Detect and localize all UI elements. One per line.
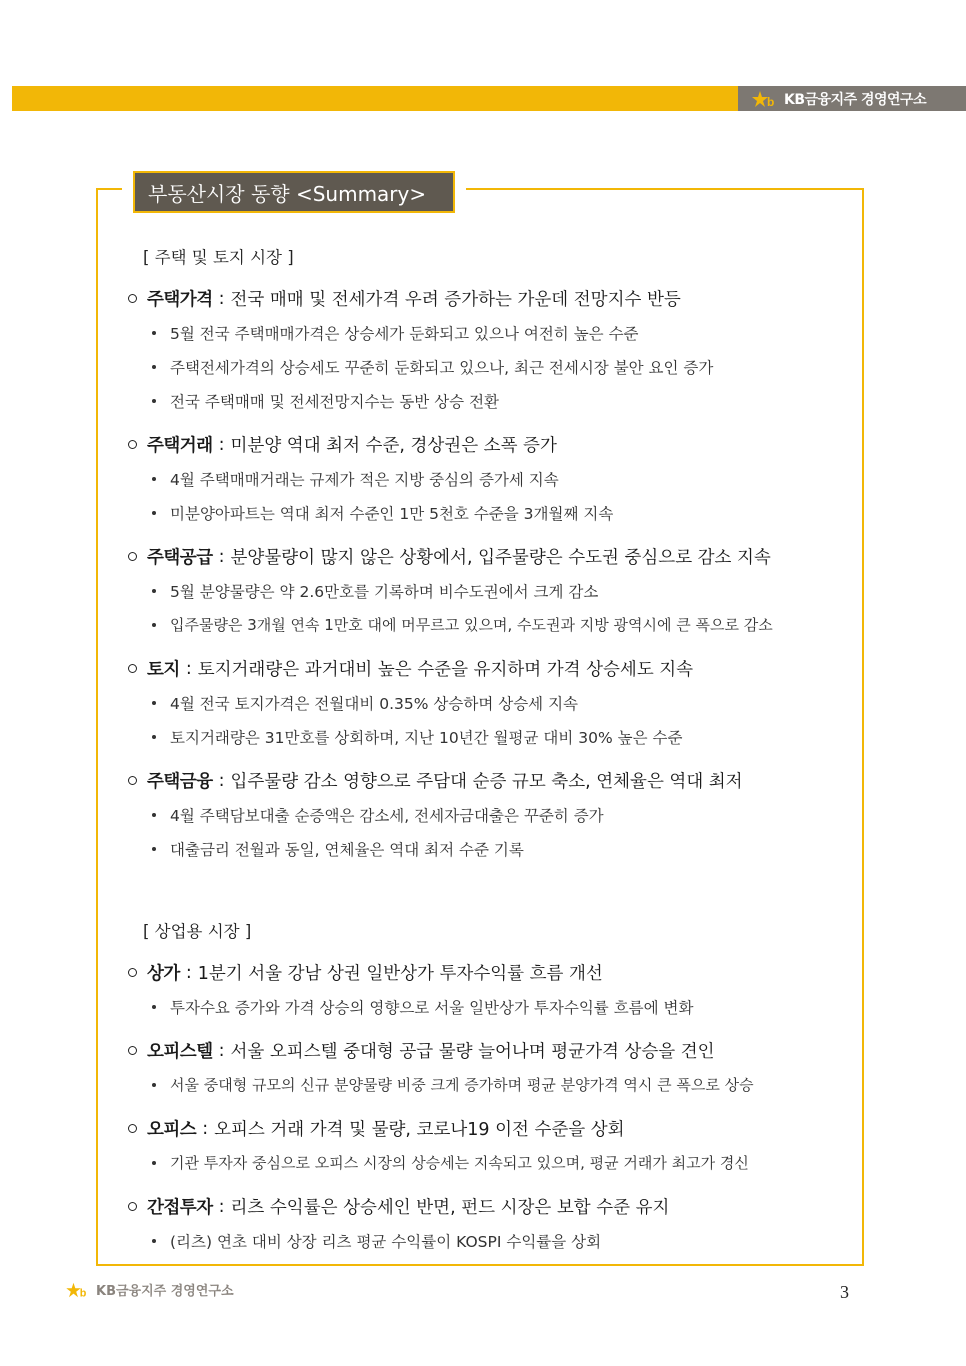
section-heading-commercial: [ 상업용 시장 ] bbox=[143, 922, 252, 941]
circle-bullet-icon bbox=[128, 664, 137, 673]
bullet-dot-icon bbox=[152, 1239, 156, 1243]
circle-bullet-icon bbox=[128, 968, 137, 977]
sub-bullet: 대출금리 전월과 동일, 연체율은 역대 최저 수준 기록 bbox=[152, 838, 524, 860]
sub-bullet: 서울 중대형 규모의 신규 분양물량 비중 크게 증가하며 평균 분양가격 역시 큰 폭으로 상승 bbox=[152, 1074, 754, 1095]
bullet-dot-icon bbox=[152, 847, 156, 851]
circle-bullet-icon bbox=[128, 1124, 137, 1133]
svg-text:b: b bbox=[767, 94, 775, 109]
footer-brand bbox=[66, 1280, 234, 1299]
circle-bullet-icon bbox=[128, 1202, 137, 1211]
sub-bullet: 5월 분양물량은 약 2.6만호를 기록하며 비수도권에서 크게 감소 bbox=[152, 580, 598, 602]
bullet-dot-icon bbox=[152, 511, 156, 515]
circle-bullet-icon bbox=[128, 294, 137, 303]
bullet-dot-icon bbox=[152, 1083, 156, 1087]
bullet-dot-icon bbox=[152, 813, 156, 817]
header-accent-bar bbox=[12, 86, 742, 111]
summary-item: 주택공급 : 분양물량이 많지 않은 상황에서, 입주물량은 수도권 중심으로 감소 지속 bbox=[128, 544, 771, 569]
sub-bullet: 투자수요 증가와 가격 상승의 영향으로 서울 일반상가 투자수익률 흐름에 변화 bbox=[152, 996, 693, 1018]
kb-star-logo-icon bbox=[66, 1281, 90, 1299]
bullet-dot-icon bbox=[152, 477, 156, 481]
sub-bullet: 주택전세가격의 상승세도 꾸준히 둔화되고 있으나, 최근 전세시장 불안 요인 증가 bbox=[152, 356, 713, 378]
sub-bullet: 전국 주택매매 및 전세전망지수는 동반 상승 전환 bbox=[152, 390, 499, 412]
circle-bullet-icon bbox=[128, 1046, 137, 1055]
bullet-dot-icon bbox=[152, 589, 156, 593]
bullet-dot-icon bbox=[152, 331, 156, 335]
sub-bullet: (리츠) 연초 대비 상장 리츠 평균 수익률이 KOSPI 수익률을 상회 bbox=[152, 1230, 601, 1252]
summary-item: 주택금융 : 입주물량 감소 영향으로 주담대 순증 규모 축소, 연체율은 역대 최저 bbox=[128, 768, 743, 793]
bullet-dot-icon bbox=[152, 701, 156, 705]
sub-bullet: 5월 전국 주택매매가격은 상승세가 둔화되고 있으나 여전히 높은 수준 bbox=[152, 322, 639, 344]
summary-item: 토지 : 토지거래량은 과거대비 높은 수준을 유지하며 가격 상승세도 지속 bbox=[128, 656, 693, 681]
page-number: 3 bbox=[840, 1282, 849, 1302]
bullet-dot-icon bbox=[152, 1161, 156, 1165]
sub-bullet: 4월 주택담보대출 순증액은 감소세, 전세자금대출은 꾸준히 증가 bbox=[152, 804, 604, 826]
summary-item: 오피스텔 : 서울 오피스텔 중대형 공급 물량 늘어나며 평균가격 상승을 견인 bbox=[128, 1038, 715, 1063]
bullet-dot-icon bbox=[152, 399, 156, 403]
header-brand bbox=[738, 86, 966, 111]
summary-title: 부동산시장 동향 <Summary> bbox=[133, 171, 455, 213]
footer-brand-text: KB금융지주 경영연구소 bbox=[96, 1284, 234, 1299]
section-heading-housing: [ 주택 및 토지 시장 ] bbox=[143, 248, 294, 267]
summary-item: 오피스 : 오피스 거래 가격 및 물량, 코로나19 이전 수준을 상회 bbox=[128, 1116, 625, 1141]
sub-bullet: 미분양아파트는 역대 최저 수준인 1만 5천호 수준을 3개월째 지속 bbox=[152, 502, 613, 524]
summary-item: 상가 : 1분기 서울 강남 상권 일반상가 투자수익률 흐름 개선 bbox=[128, 960, 603, 985]
sub-bullet: 입주물량은 3개월 연속 1만호 대에 머무르고 있으며, 수도권과 지방 광역시에 큰 폭으로 감소 bbox=[152, 614, 773, 635]
sub-bullet: 기관 투자자 중심으로 오피스 시장의 상승세는 지속되고 있으며, 평균 거래가 최고가 경신 bbox=[152, 1152, 749, 1173]
summary-item: 간접투자 : 리츠 수익률은 상승세인 반면, 펀드 시장은 보합 수준 유지 bbox=[128, 1194, 669, 1219]
circle-bullet-icon bbox=[128, 776, 137, 785]
summary-item: 주택거래 : 미분양 역대 최저 수준, 경상권은 소폭 증가 bbox=[128, 432, 557, 457]
sub-bullet: 토지거래량은 31만호를 상회하며, 지난 10년간 월평균 대비 30% 높은 수준 bbox=[152, 726, 682, 748]
sub-bullet: 4월 전국 토지가격은 전월대비 0.35% 상승하며 상승세 지속 bbox=[152, 692, 578, 714]
bullet-dot-icon bbox=[152, 1005, 156, 1009]
circle-bullet-icon bbox=[128, 440, 137, 449]
bullet-dot-icon bbox=[152, 365, 156, 369]
bullet-dot-icon bbox=[152, 735, 156, 739]
circle-bullet-icon bbox=[128, 552, 137, 561]
svg-text:b: b bbox=[79, 1286, 87, 1299]
sub-bullet: 4월 주택매매거래는 규제가 적은 지방 중심의 증가세 지속 bbox=[152, 468, 559, 490]
bullet-dot-icon bbox=[152, 623, 156, 627]
header-brand-text: KB금융지주 경영연구소 bbox=[784, 91, 927, 108]
summary-item: 주택가격 : 전국 매매 및 전세가격 우려 증가하는 가운데 전망지수 반등 bbox=[128, 286, 681, 311]
kb-star-logo-icon bbox=[752, 89, 778, 109]
